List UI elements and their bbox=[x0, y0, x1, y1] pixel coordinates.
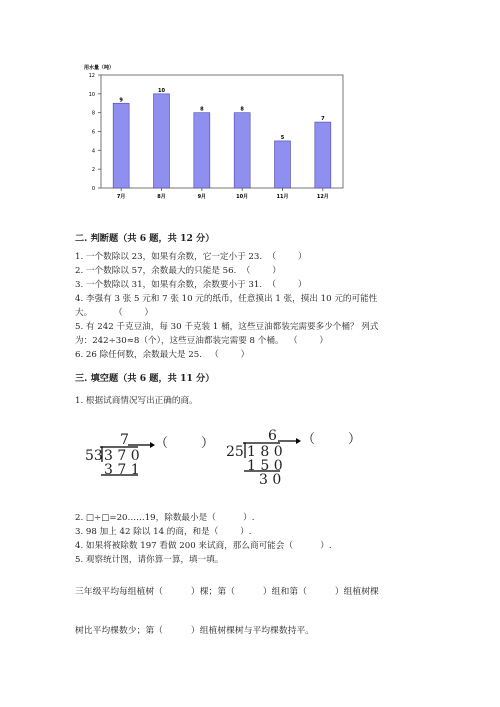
fill-list bbox=[75, 511, 332, 567]
long-division-2 bbox=[222, 428, 362, 493]
product-1: 3 7 1 bbox=[104, 462, 140, 478]
bar bbox=[113, 103, 129, 188]
fill-item-1: 1. 根据试商情况写出正确的商。 bbox=[75, 396, 198, 406]
x-tick-label: 7月 bbox=[116, 194, 126, 200]
bar-chart bbox=[84, 60, 359, 205]
fill-item-2: 2. □÷□=20……19，除数最小是（ ）. bbox=[75, 513, 255, 523]
fill-item-3: 3. 98 加上 42 除以 14 的商，和是（ ）. bbox=[75, 527, 252, 537]
divisor-1: 53 bbox=[85, 448, 103, 464]
section3-title: 三. 填空题（共 6 题，共 11 分） bbox=[75, 373, 215, 384]
bar bbox=[154, 94, 170, 188]
x-tick-label: 12月 bbox=[316, 194, 329, 200]
quotient-1: 7 bbox=[120, 432, 129, 448]
data-label: 8 bbox=[200, 106, 204, 113]
bar-chart-svg bbox=[84, 60, 359, 205]
chart-y-axis-label: 用水量（吨） bbox=[84, 65, 115, 71]
y-tick-label: 12 bbox=[88, 73, 95, 79]
quotient-2-blank: （ ） bbox=[302, 432, 362, 447]
y-tick-label: 8 bbox=[91, 110, 95, 117]
quotient-1-blank: （ ） bbox=[155, 436, 215, 451]
section2-list bbox=[75, 250, 379, 362]
dividend-1: 3 7 0 bbox=[104, 448, 140, 464]
fill-item-5: 5. 观察统计图，请你算一算，填一填。 bbox=[75, 555, 224, 565]
x-tick-label: 10月 bbox=[236, 194, 249, 200]
section2-title: 二. 判断题（共 6 题，共 12 分） bbox=[75, 233, 215, 244]
judge-item-1: 1. 一个数除以 23，如果有余数，它一定小于 23. （ ） bbox=[75, 252, 307, 262]
chart-plot-frame bbox=[101, 75, 343, 188]
data-label: 10 bbox=[158, 87, 165, 94]
x-tick-label: 11月 bbox=[276, 194, 289, 200]
quotient-2: 6 bbox=[268, 428, 277, 444]
judge-item-2: 2. 一个数除以 57，余数最大的只能是 56. （ ） bbox=[75, 266, 281, 276]
judge-item-3: 3. 一个数除以 31，如果有余数，余数要小于 31. （ ） bbox=[75, 280, 307, 290]
judge-item-5-cont: 为：242÷30≈8（个），这些豆油都装完需要 8 个桶。 （ ） bbox=[75, 336, 329, 346]
x-tick-label: 9月 bbox=[197, 194, 207, 200]
data-label: 9 bbox=[119, 97, 123, 104]
y-tick-label: 10 bbox=[88, 91, 95, 98]
product-2: 1 5 0 bbox=[247, 458, 283, 474]
judge-item-6: 6. 26 除任何数，余数最大是 25. （ ） bbox=[75, 350, 250, 360]
fill-item-4: 4. 如果将被除数 197 看做 200 来试商，那么商可能会（ ）. bbox=[75, 541, 332, 551]
dividend-2: 1 8 0 bbox=[247, 444, 283, 460]
y-tick-label: 2 bbox=[91, 167, 95, 174]
judge-item-5: 5. 有 242 千克豆油，每 30 千克装 1 桶，这些豆油都装完需要多少个桶？ 列式 bbox=[75, 322, 379, 332]
data-label: 7 bbox=[321, 116, 325, 123]
remainder-2: 3 0 bbox=[259, 472, 282, 488]
y-tick-label: 0 bbox=[91, 186, 95, 192]
bar bbox=[315, 122, 331, 188]
bar bbox=[194, 113, 210, 188]
fill-line-2: 树比平均棵数少；第（ ）组植树棵树与平均棵数持平。 bbox=[75, 626, 315, 636]
bar bbox=[275, 141, 291, 188]
long-division-1 bbox=[80, 432, 220, 492]
bar bbox=[234, 113, 250, 188]
data-label: 8 bbox=[240, 106, 244, 113]
judge-item-4-cont: 大。 （ ） bbox=[75, 308, 154, 318]
y-tick-label: 6 bbox=[91, 129, 95, 136]
fill-line-1: 三年级平均每组植树（ ）棵；第（ ）组和第（ ）组植树棵 bbox=[75, 587, 379, 597]
x-tick-label: 8月 bbox=[157, 194, 166, 200]
y-tick-label: 4 bbox=[91, 148, 95, 155]
data-label: 5 bbox=[280, 134, 285, 141]
divisor-2: 25 bbox=[226, 444, 244, 460]
judge-item-4: 4. 李强有 3 张 5 元和 7 张 10 元的纸币，任意摸出 1 张，摸出 10 元的可能性 bbox=[75, 294, 378, 304]
